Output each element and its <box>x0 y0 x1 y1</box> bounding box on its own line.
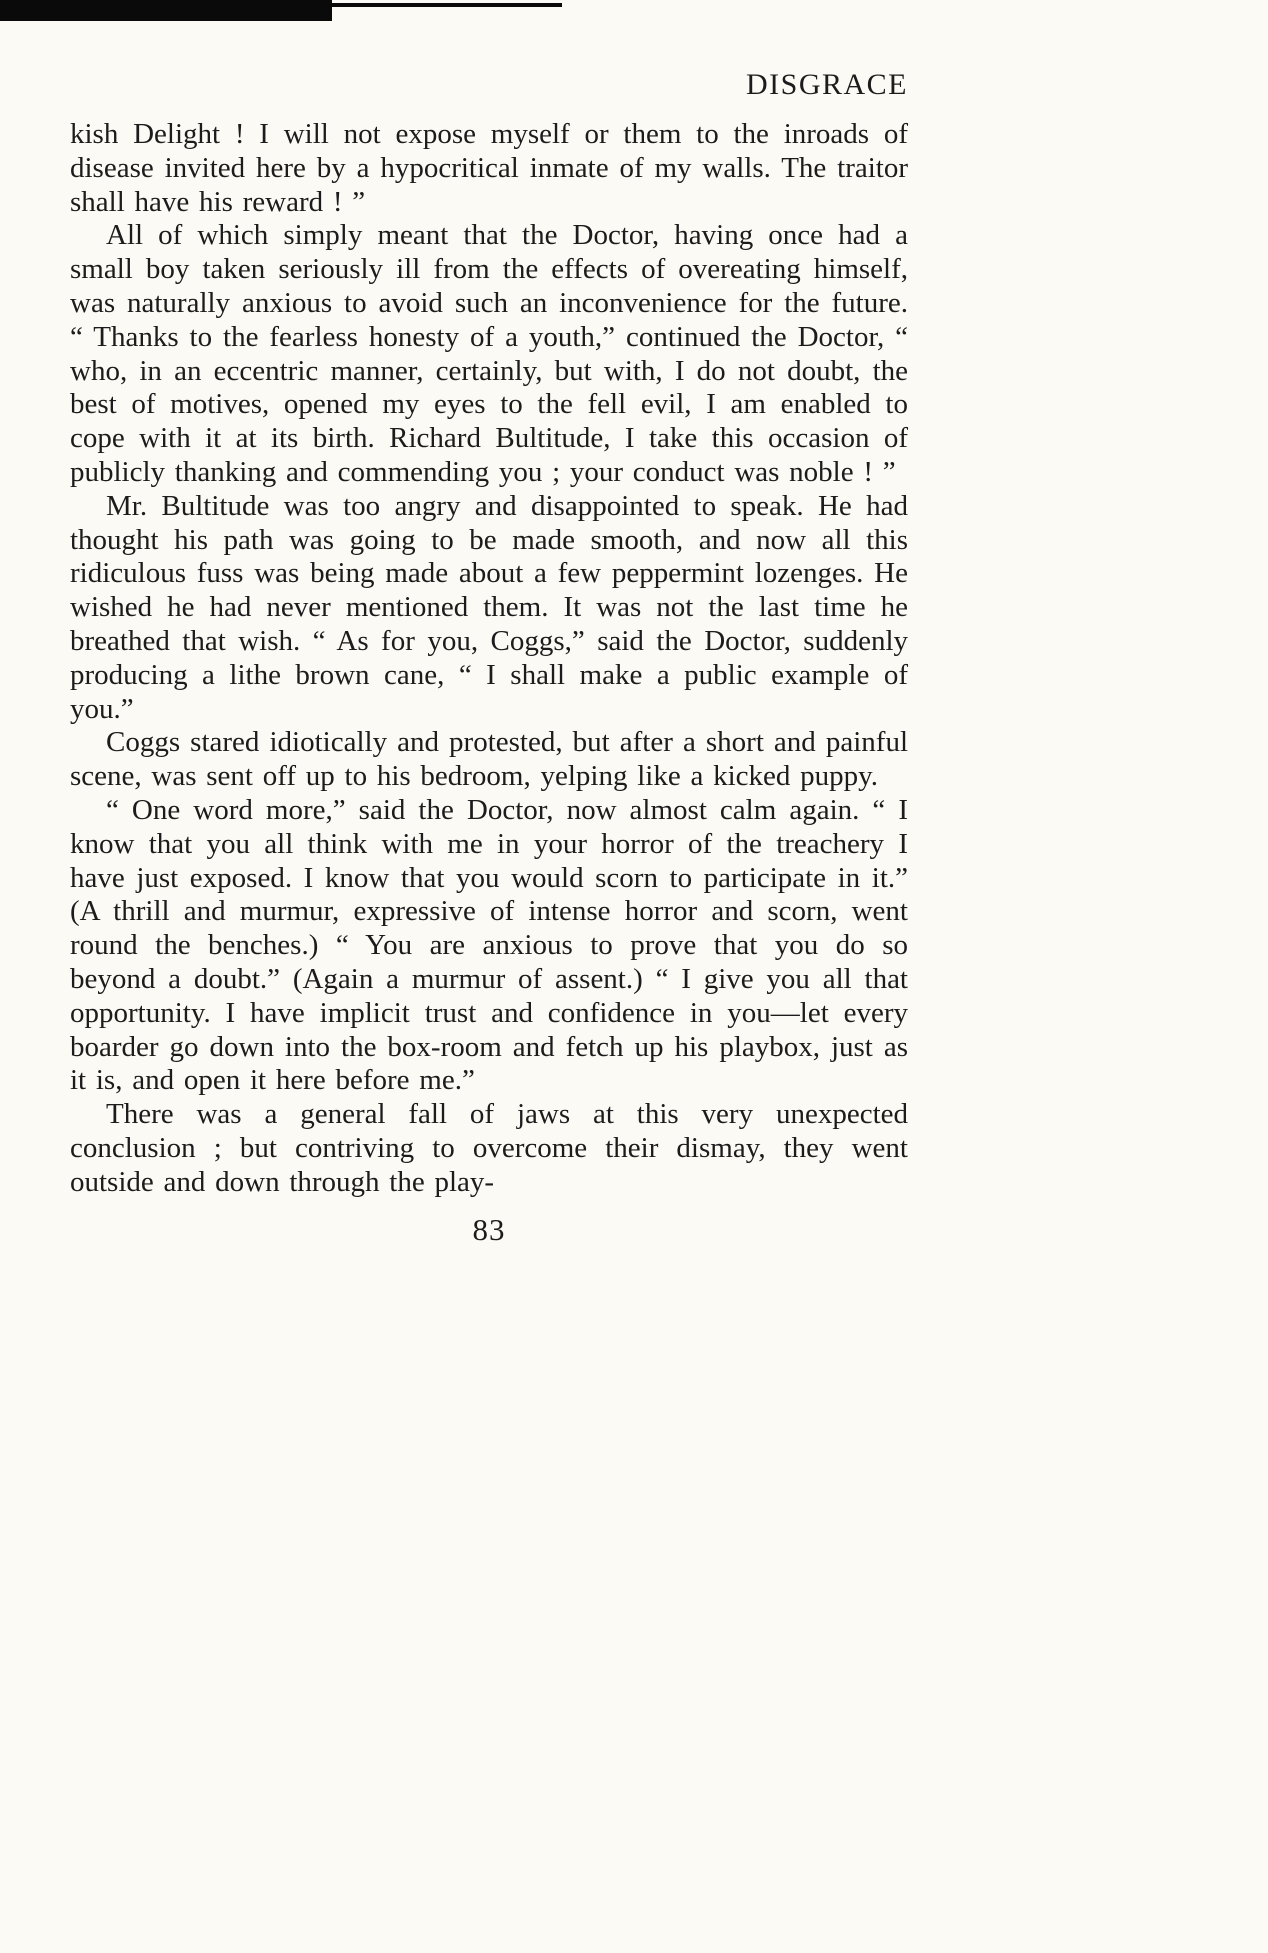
scan-artifact-line <box>0 3 562 7</box>
paragraph: All of which simply meant that the Doctor, having once had a small boy taken seriously ill from the effects of overeating himself, was naturally anxious to avoid such an inconvenience for the future. “ Thanks to the fearless honesty of a youth,” continued the Doctor, “ who, in an eccentric manner, certainly, but with, I do not doubt, the best of motives, opened my eyes to the fell evil, I am enabled to cope with it at its birth. Richard Bultitude, I take this occasion of publicly thanking and commending you ; your conduct was noble ! ” <box>70 219 908 488</box>
paragraph: Coggs stared idiotically and protested, but after a short and painful scene, was sent off up to his bedroom, yelping like a kicked puppy. <box>70 726 908 793</box>
paragraph: “ One word more,” said the Doctor, now almost calm again. “ I know that you all think with me in your horror of the treachery I have just exposed. I know that you would scorn to participate in it.” (A thrill and murmur, expressive of intense horror and scorn, went round the benches.) “ You are anxious to prove that you do so beyond a doubt.” (Again a murmur of assent.) “ I give you all that opportunity. I have implicit trust and confidence in you—let every boarder go down into the box-room and fetch up his playbox, just as it is, and open it here before me.” <box>70 793 908 1097</box>
page-content <box>70 68 908 1248</box>
paragraph: kish Delight ! I will not expose myself or them to the inroads of disease invited here by a hypocritical inmate of my walls. The traitor shall have his reward ! ” <box>70 118 908 218</box>
page-number: 83 <box>472 1211 506 1247</box>
paragraph: Mr. Bultitude was too angry and disappointed to speak. He had thought his path was going to be made smooth, and now all this ridiculous fuss was being made about a few peppermint lozenges. He wished he had never mentioned them. It was not the last time he breathed that wish. “ As for you, Coggs,” said the Doctor, suddenly producing a lithe brown cane, “ I shall make a public example of you.” <box>70 489 908 725</box>
running-head: DISGRACE <box>745 68 908 101</box>
paragraph: There was a general fall of jaws at this very unexpected conclusion ; but contriving to overcome their dismay, they went outside and down through the play- <box>70 1098 908 1198</box>
